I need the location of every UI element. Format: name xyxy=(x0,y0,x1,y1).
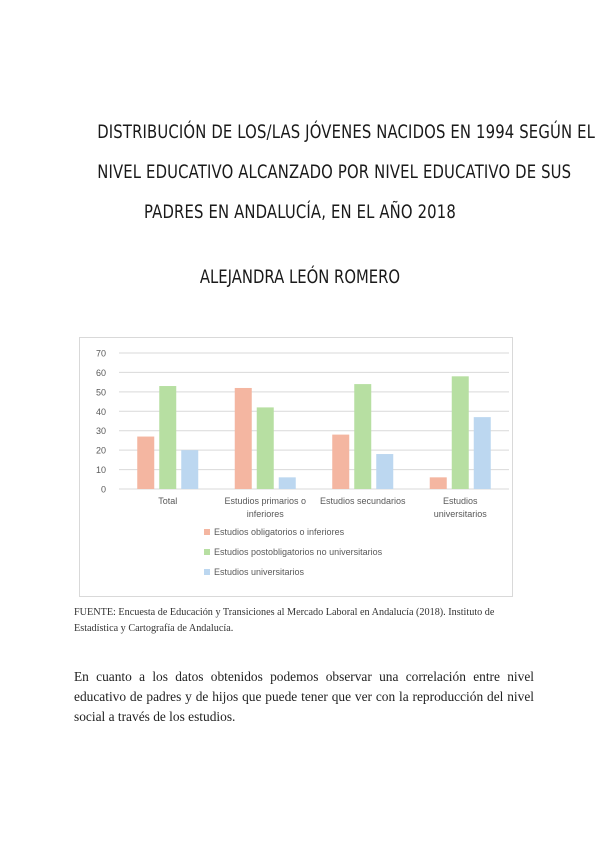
y-tick-label-10: 10 xyxy=(95,465,106,476)
legend-swatch-1 xyxy=(204,549,210,555)
bar-s2-c3 xyxy=(474,417,491,489)
legend-label-0: Estudios obligatorios o inferiores xyxy=(214,527,345,537)
x-tick-label-c0-l0: Total xyxy=(158,496,178,506)
x-tick-label-c3-l1: universitarios xyxy=(433,509,487,519)
legend-swatch-2 xyxy=(204,569,210,575)
body-paragraph: En cuanto a los datos obtenidos podemos observar una correlación entre nivel educativo de padres y de hijos que puede tener que ver con la reproducción del nivel social a través de los estudios. xyxy=(74,669,534,724)
title-line-3: PADRES EN ANDALUCÍA, EN EL AÑO 2018 xyxy=(144,201,456,223)
bar-s2-c2 xyxy=(376,454,393,489)
bar-s0-c2 xyxy=(332,435,349,489)
x-tick-label-c1-l0: Estudios primarios o xyxy=(224,496,307,506)
document-title xyxy=(97,112,596,232)
y-tick-label-70: 70 xyxy=(95,348,106,359)
bar-s1-c3 xyxy=(452,376,469,489)
bar-s1-c0 xyxy=(159,386,176,489)
y-tick-label-0: 0 xyxy=(100,484,106,495)
y-tick-label-20: 20 xyxy=(95,445,106,456)
legend-label-2: Estudios universitarios xyxy=(214,567,305,577)
bar-s2-c0 xyxy=(181,450,198,489)
x-tick-label-c1-l1: inferiores xyxy=(246,509,284,519)
x-tick-label-c3-l0: Estudios xyxy=(442,496,478,506)
bar-s0-c3 xyxy=(430,477,447,489)
bar-s1-c2 xyxy=(354,384,371,489)
legend-label-1: Estudios postobligatorios no universitarios xyxy=(214,547,383,557)
y-tick-label-30: 30 xyxy=(95,426,106,437)
bar-chart xyxy=(80,338,512,596)
bar-s0-c0 xyxy=(137,437,154,489)
title-line-2: NIVEL EDUCATIVO ALCANZADO POR NIVEL EDUCATIVO DE SUS xyxy=(97,161,572,183)
y-tick-label-60: 60 xyxy=(95,367,106,378)
chart-frame xyxy=(79,337,513,597)
bar-s1-c1 xyxy=(257,407,274,489)
legend-swatch-0 xyxy=(204,529,210,535)
y-tick-label-50: 50 xyxy=(95,387,106,398)
y-tick-label-40: 40 xyxy=(95,406,106,417)
source-note: FUENTE: Encuesta de Educación y Transiciones al Mercado Laboral en Andalucía (2018). Instituto de Estadística y Cartografía de Andalucía. xyxy=(74,607,495,634)
bar-s2-c1 xyxy=(279,477,296,489)
author-name: ALEJANDRA LEÓN ROMERO xyxy=(199,266,401,288)
bar-s0-c1 xyxy=(235,388,252,489)
title-line-1: DISTRIBUCIÓN DE LOS/LAS JÓVENES NACIDOS EN 1994 SEGÚN EL xyxy=(97,121,596,143)
x-tick-label-c2-l0: Estudios secundarios xyxy=(319,496,406,506)
